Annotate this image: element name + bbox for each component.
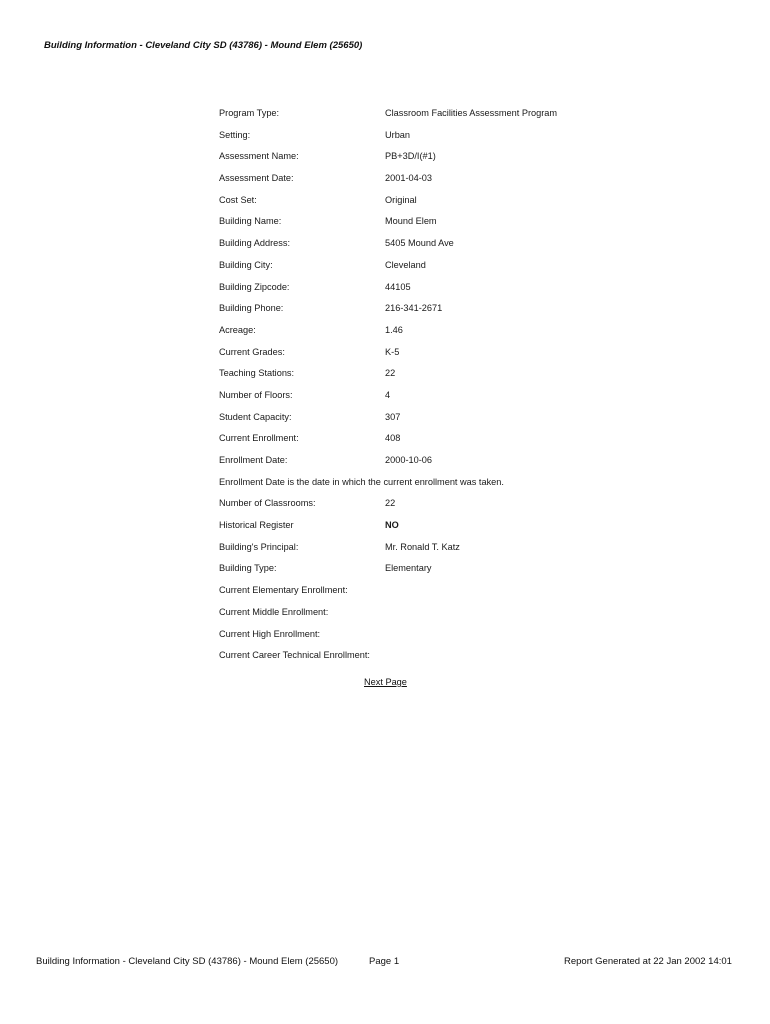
field-value: Mound Elem [385, 216, 437, 227]
field-value: Urban [385, 129, 411, 140]
field-row-acreage [219, 324, 699, 346]
field-label: Number of Floors: [219, 389, 293, 400]
page-title: Building Information - Cleveland City SD (43786) - Mound Elem (25650) [44, 40, 363, 51]
field-row-building-zipcode [219, 281, 699, 303]
field-label: Enrollment Date: [219, 455, 288, 465]
field-row-assessment-date [219, 172, 699, 194]
field-label: Building Name: [219, 216, 282, 227]
field-value: Classroom Facilities Assessment Program [385, 108, 558, 118]
field-row-historical-register [219, 519, 699, 541]
building-info-fields [219, 107, 699, 671]
field-label: Current Middle Enrollment: [219, 606, 329, 617]
field-value: NO [385, 520, 399, 531]
field-row-current-high-enrollment [219, 628, 699, 650]
field-row-enrollment-date [219, 454, 699, 476]
field-label: Setting: [219, 129, 251, 140]
field-value: 408 [385, 433, 401, 444]
field-label: Current Enrollment: [219, 433, 299, 444]
field-label: Current Career Technical Enrollment: [219, 650, 370, 661]
field-label: Current High Enrollment: [219, 628, 321, 639]
field-value: 22 [385, 498, 396, 509]
field-row-number-of-classrooms [219, 497, 699, 519]
field-label: Building Type: [219, 563, 277, 574]
field-label: Assessment Date: [219, 173, 294, 184]
field-label: Building City: [219, 259, 273, 270]
field-label: Acreage: [219, 324, 256, 335]
field-value: 44105 [385, 281, 411, 292]
field-row-building-name [219, 215, 699, 237]
field-label: Teaching Stations: [219, 368, 295, 379]
field-label: Building's Principal: [219, 541, 299, 552]
field-label: Number of Classrooms: [219, 498, 316, 509]
field-label: Building Address: [219, 238, 290, 249]
field-value: 216-341-2671 [385, 303, 443, 314]
field-row-building-city [219, 259, 699, 281]
field-value: K-5 [385, 346, 400, 357]
field-value: 5405 Mound Ave [385, 238, 454, 249]
field-value: 1.46 [385, 324, 403, 335]
next-page-link[interactable]: Next Page [364, 677, 407, 687]
footer-generated-timestamp: Report Generated at 22 Jan 2002 14:01 [564, 956, 732, 967]
page-footer [0, 956, 770, 970]
field-row-current-enrollment [219, 432, 699, 454]
field-row-setting [219, 129, 699, 151]
field-row-number-of-floors [219, 389, 699, 411]
field-label: Current Elementary Enrollment: [219, 585, 348, 596]
field-value: Cleveland [385, 259, 426, 270]
field-value: 2000-10-06 [385, 455, 432, 465]
field-value: Original [385, 194, 417, 205]
enrollment-note: Enrollment Date is the date in which the current enrollment was taken. [219, 476, 504, 487]
field-row-cost-set [219, 194, 699, 216]
field-label: Cost Set: [219, 194, 257, 205]
field-value: 22 [385, 368, 396, 379]
field-row-current-middle-enrollment [219, 606, 699, 628]
field-label: Program Type: [219, 108, 280, 118]
field-label: Current Grades: [219, 346, 285, 357]
footer-page-number: Page 1 [369, 956, 400, 967]
field-row-current-career-technical-enrollment [219, 649, 699, 671]
field-value: Mr. Ronald T. Katz [385, 541, 460, 552]
field-value: Elementary [385, 563, 432, 574]
field-row-building-phone [219, 302, 699, 324]
field-row-program-type [219, 107, 699, 129]
field-label: Building Phone: [219, 303, 284, 314]
field-label: Building Zipcode: [219, 281, 290, 292]
field-row-current-elementary-enrollment [219, 584, 699, 606]
field-row-building-type [219, 562, 699, 584]
field-value: 2001-04-03 [385, 173, 432, 184]
field-row-assessment-name [219, 150, 699, 172]
field-label: Student Capacity: [219, 411, 292, 422]
field-row-student-capacity [219, 411, 699, 433]
field-row-buildings-principal [219, 541, 699, 563]
field-row-building-address [219, 237, 699, 259]
field-value: PB+3D/I(#1) [385, 151, 436, 162]
footer-report-title: Building Information - Cleveland City SD (43786) - Mound Elem (25650) [36, 956, 339, 967]
field-label: Historical Register [219, 520, 294, 531]
field-row-teaching-stations [219, 367, 699, 389]
field-value: 4 [385, 389, 391, 400]
field-value: 307 [385, 411, 401, 422]
field-label: Assessment Name: [219, 151, 299, 162]
field-row-current-grades [219, 346, 699, 368]
